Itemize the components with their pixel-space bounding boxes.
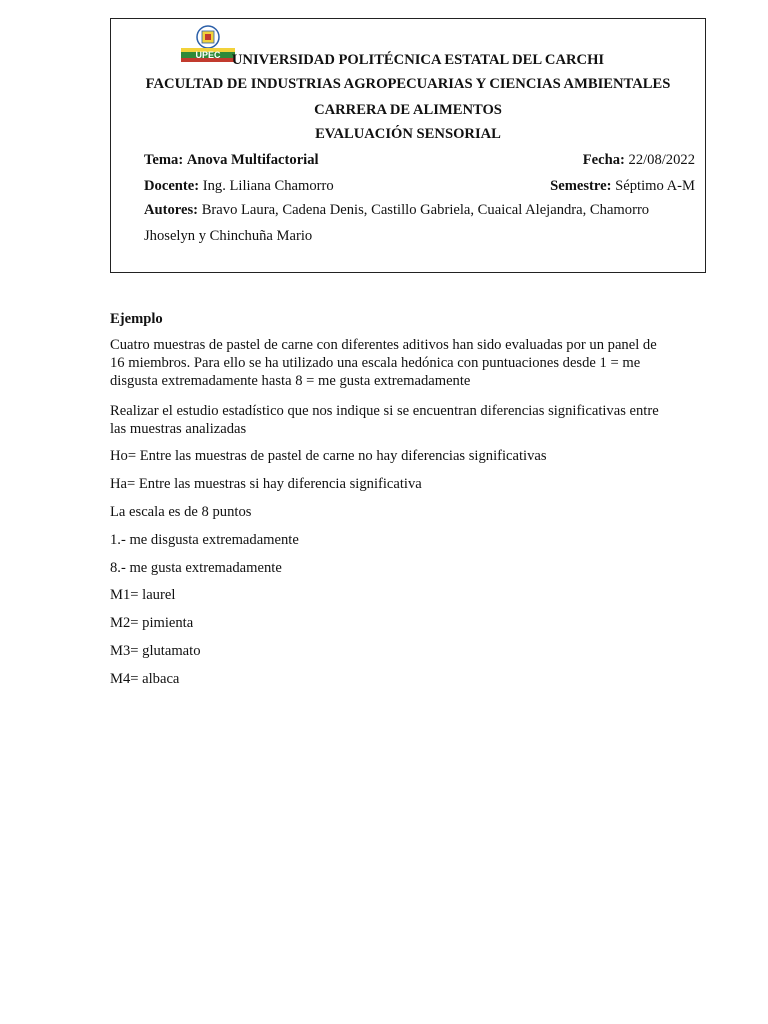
semestre-label: Semestre:	[550, 178, 612, 194]
scale-description: La escala es de 8 puntos	[110, 504, 252, 520]
problem-statement: Cuatro muestras de pastel de carne con diferentes aditivos han sido evaluadas por un panel de 16 miembros. Para ello se ha utilizado una escala hedónica con puntuaciones desde 1 = me disgusta extremadamente hasta 8 = me gusta extremadamente	[110, 337, 657, 389]
sample-m1: M1= laurel	[110, 587, 176, 603]
faculty-name: FACULTAD DE INDUSTRIAS AGROPECUARIAS Y CIENCIAS AMBIENTALES	[145, 76, 671, 92]
scale-max: 8.- me gusta extremadamente	[110, 560, 282, 576]
tema-row	[144, 152, 695, 169]
header-box	[110, 18, 706, 273]
career-name: CARRERA DE ALIMENTOS	[314, 102, 502, 118]
tema-label: Tema:	[144, 152, 184, 168]
fecha-field	[583, 152, 695, 169]
university-name: UNIVERSIDAD POLITÉCNICA ESTATAL DEL CARCHI	[231, 52, 605, 68]
fecha-label: Fecha:	[582, 152, 625, 168]
docente-label: Docente:	[144, 178, 200, 194]
task-statement: Realizar el estudio estadístico que nos indique si se encuentran diferencias significativas entre las muestras analizadas	[110, 403, 659, 437]
sample-m4: M4= albaca	[110, 671, 180, 687]
null-hypothesis: Ho= Entre las muestras de pastel de carne no hay diferencias significativas	[110, 448, 547, 464]
autores-row-continued	[144, 228, 695, 245]
fecha-value: 22/08/2022	[628, 152, 695, 168]
docente-row	[144, 178, 695, 195]
semestre-value: Séptimo A-M	[615, 178, 695, 194]
autores-value: Bravo Laura, Cadena Denis, Castillo Gabriela, Cuaical Alejandra, Chamorro	[201, 202, 650, 218]
semestre-field	[550, 178, 695, 195]
docente-value: Ing. Liliana Chamorro	[202, 178, 334, 194]
alternative-hypothesis: Ha= Entre las muestras si hay diferencia significativa	[110, 476, 422, 492]
sample-m3: M3= glutamato	[110, 643, 201, 659]
tema-value: Anova Multifactorial	[186, 152, 319, 168]
scale-min: 1.- me disgusta extremadamente	[110, 532, 299, 548]
logo-text: UPEC	[195, 50, 221, 60]
autores-value-continued: Jhoselyn y Chinchuña Mario	[144, 228, 313, 244]
subject-name: EVALUACIÓN SENSORIAL	[315, 126, 501, 142]
example-title: Ejemplo	[110, 311, 163, 327]
autores-label: Autores:	[144, 202, 199, 218]
autores-row	[144, 202, 695, 219]
sample-m2: M2= pimienta	[110, 615, 194, 631]
